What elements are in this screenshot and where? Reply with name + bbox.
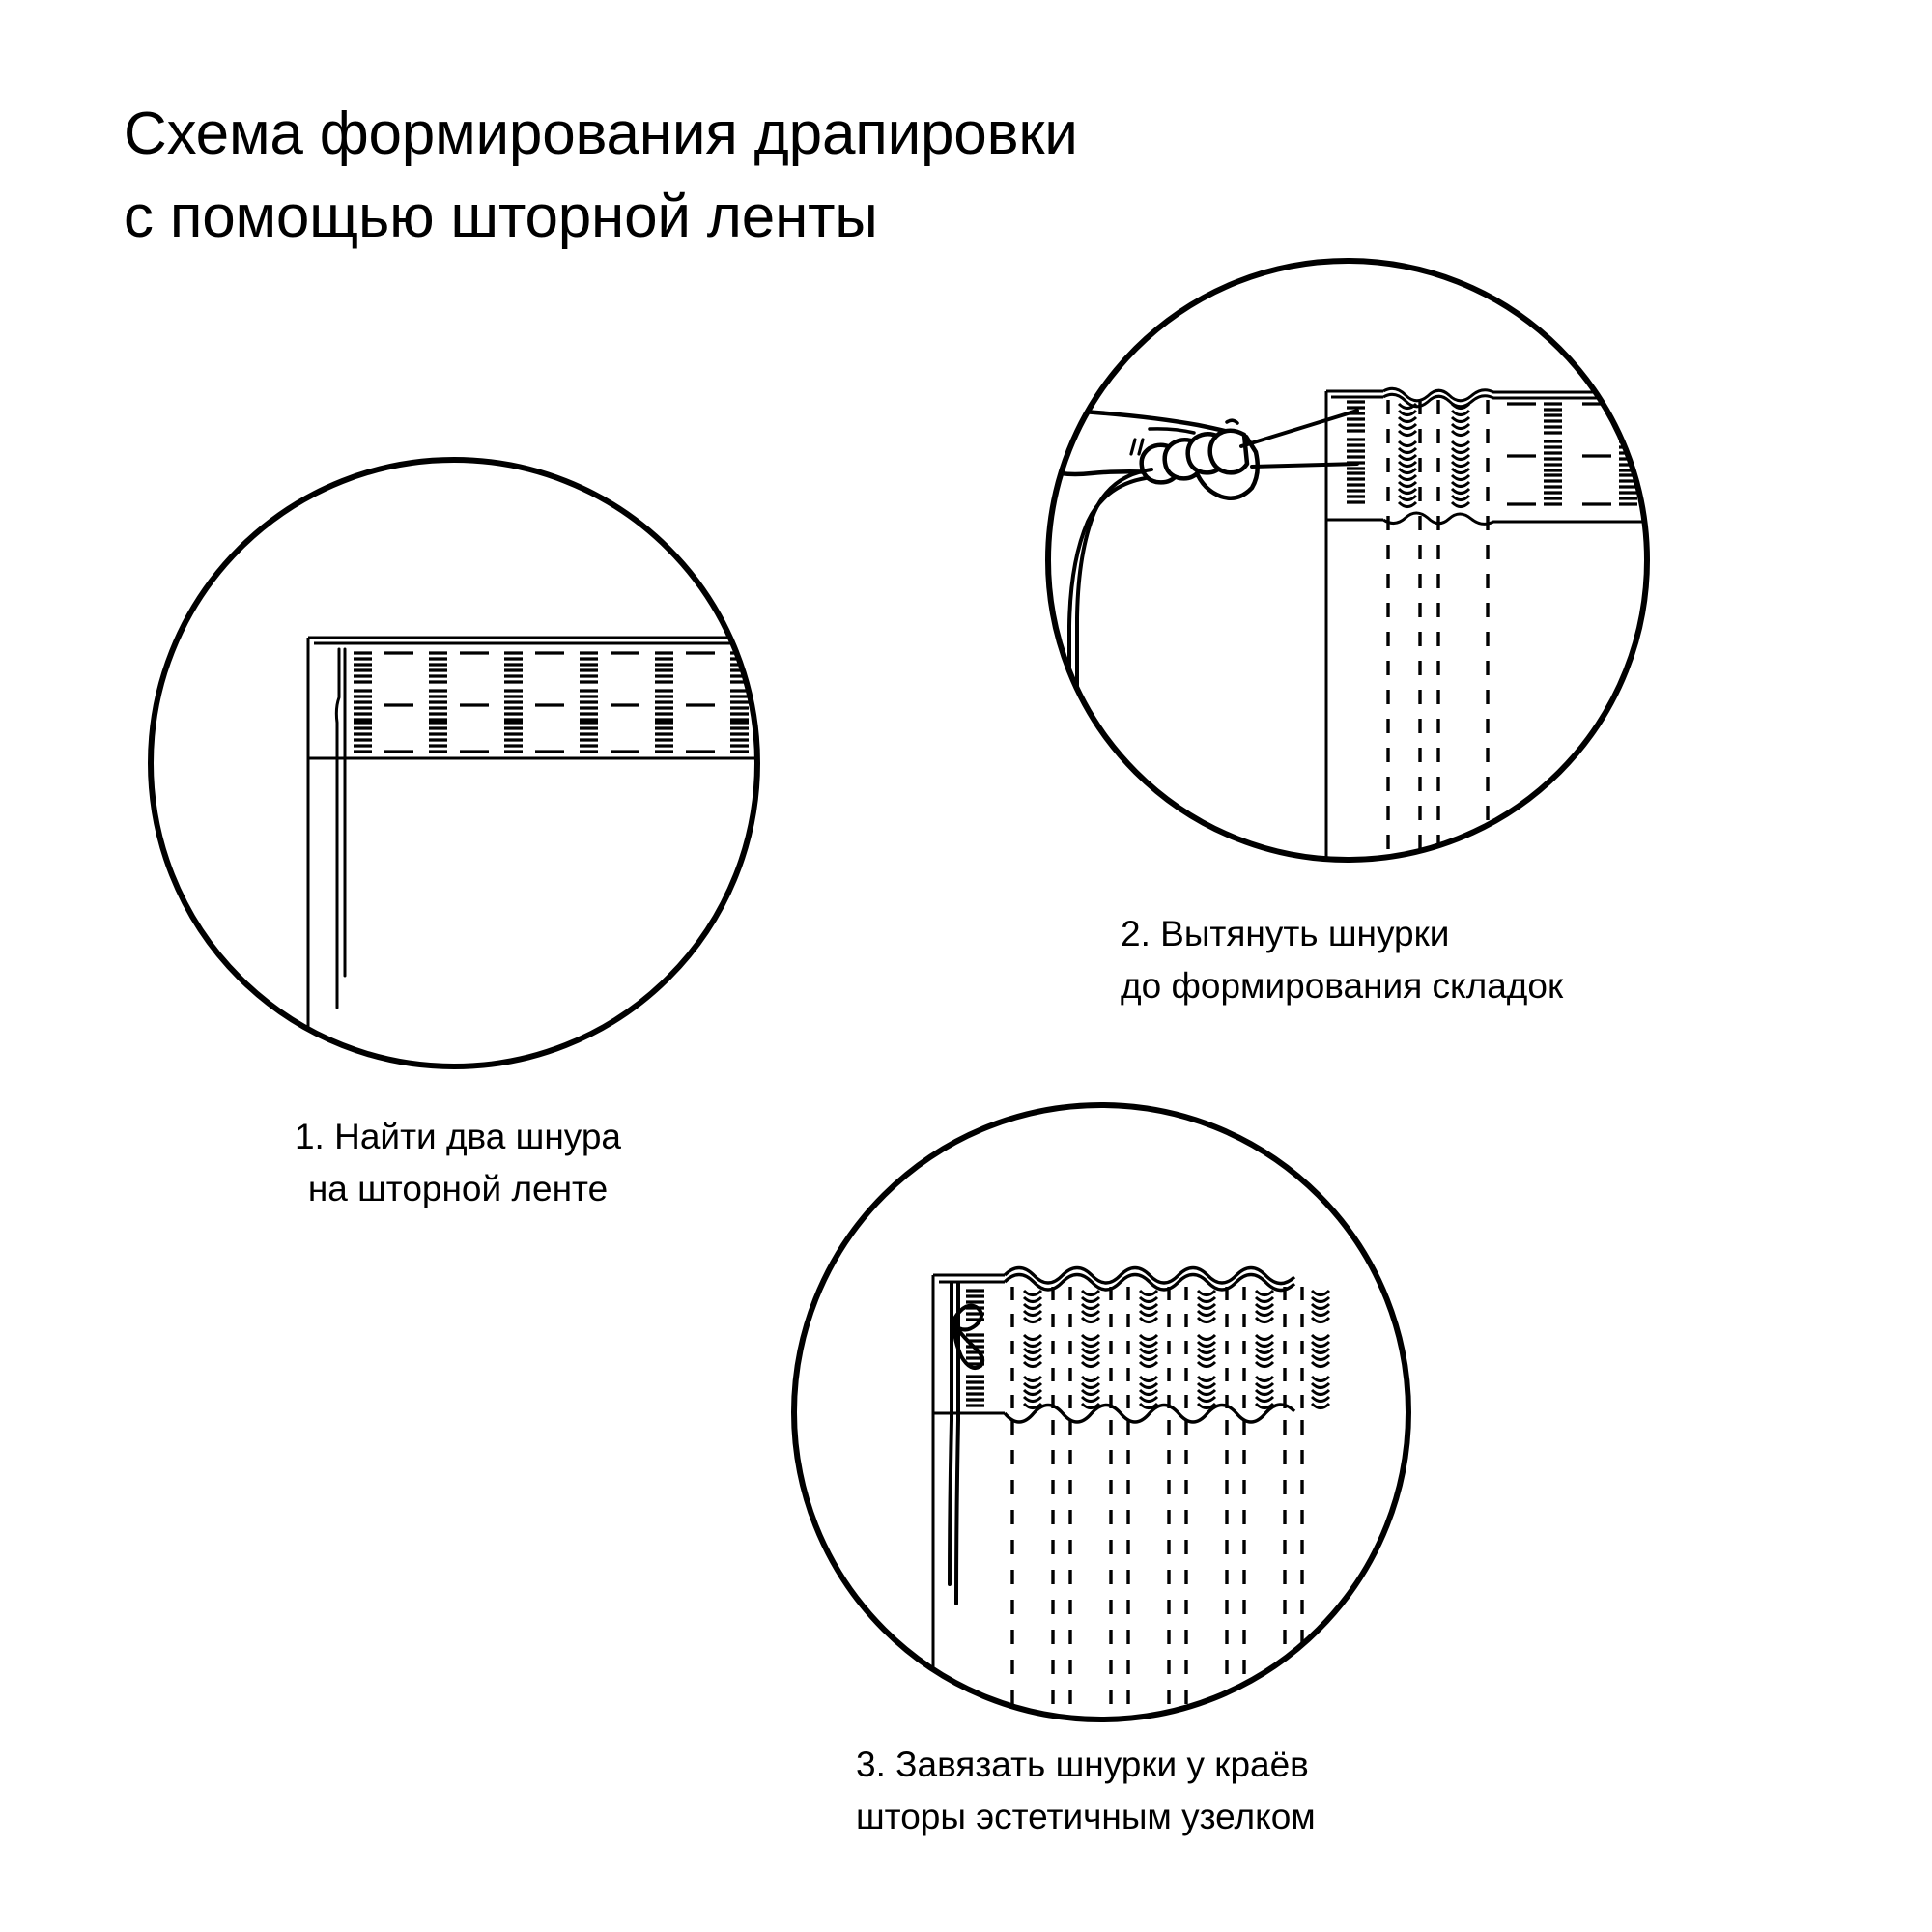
step-3-illustration [794,1105,1408,1739]
tape-weave-pattern-2-gathered [1399,404,1469,507]
step-1-caption-line-1: 1. Найти два шнура [294,1117,622,1156]
step-3-circle-frame [794,1105,1408,1719]
step-2-circle-frame [1048,261,1647,860]
cord-pair-1 [336,649,345,1008]
step-1-illustration [151,460,831,1121]
pleat-fold-lines-2 [1388,400,1488,860]
tape-weave-pattern-2-right [1507,404,1637,504]
bow-knot-icon [950,1283,982,1604]
hand-grip-icon [1061,411,1258,498]
title-line-2: с помощью шторной ленты [124,184,878,250]
tape-weave-pattern-2-flat [1347,402,1365,502]
title-line-1: Схема формирования драпировки [124,100,1078,167]
pleat-fold-lines-3 [1012,1420,1302,1739]
step-1-caption [274,1111,641,1215]
step-1-caption-line-2: на шторной ленте [307,1169,609,1208]
step-2-illustration [1048,261,1654,874]
step-2-caption [1121,908,1563,1012]
step-2-caption-line-2: до формирования складок [1121,966,1564,1006]
step-1-circle-frame [151,460,757,1066]
step-3-caption-line-2: шторы эстетичным узелком [856,1797,1316,1836]
step-2-caption-line-1: 2. Вытянуть шнурки [1121,914,1450,953]
step-3-caption [856,1739,1316,1843]
step-3-caption-line-1: 3. Завязать шнурки у краёв [856,1745,1309,1784]
